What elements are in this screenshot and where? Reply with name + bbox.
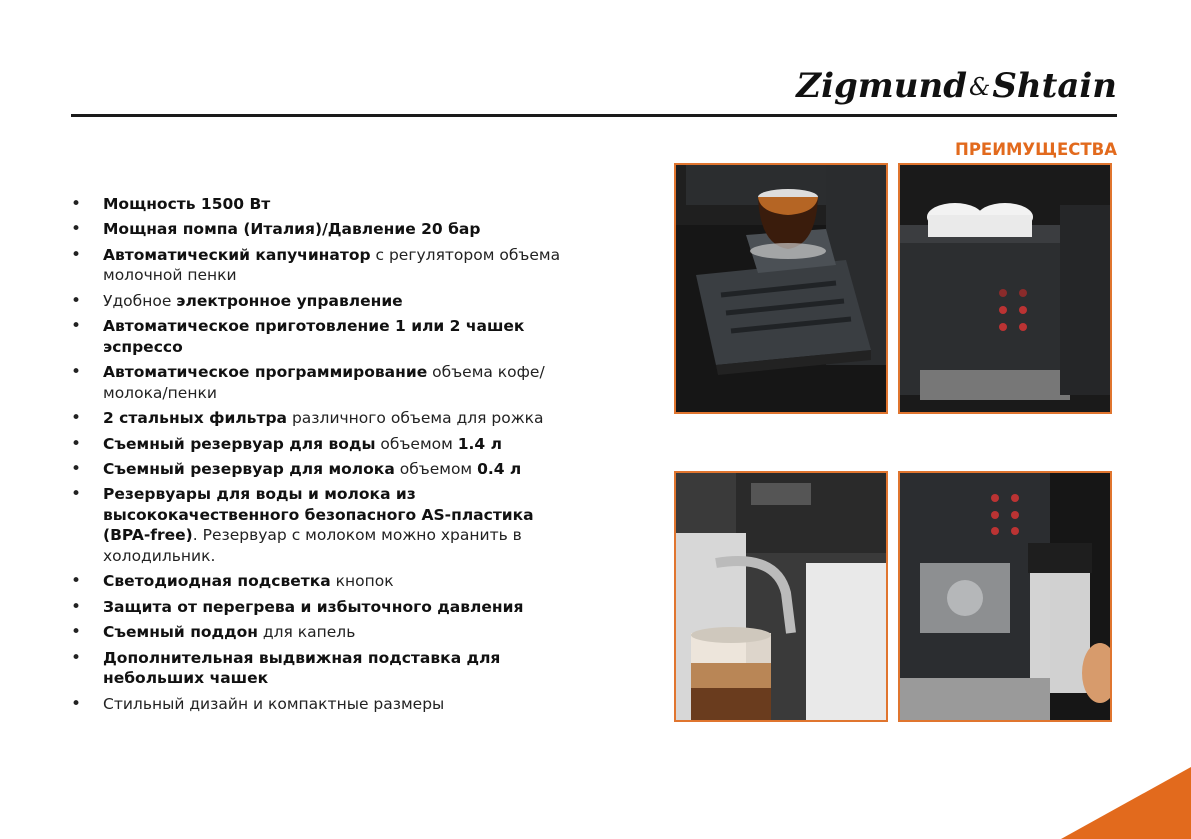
- header-rule: [71, 114, 1117, 117]
- logo-ampersand: &: [968, 73, 991, 101]
- feature-item: • Дополнительная выдвижная подставка для небольших чашек: [70, 648, 562, 689]
- photo-milk-container: [898, 471, 1112, 722]
- feature-list: [70, 194, 562, 719]
- logo-word-2: Shtain: [992, 66, 1117, 106]
- feature-item: • Съемный резервуар для воды объемом 1.4 л: [70, 434, 562, 455]
- feature-item: • Автоматическое приготовление 1 или 2 чашек эспрессо: [70, 316, 562, 357]
- photo-espresso-cup: [674, 163, 888, 414]
- logo-word-1: Zigmund: [796, 66, 967, 106]
- feature-item: • Защита от перегрева и избыточного давления: [70, 597, 562, 618]
- feature-item: • 2 стальных фильтра различного объема для рожка: [70, 408, 562, 429]
- feature-item: • Мощность 1500 Вт: [70, 194, 562, 215]
- feature-item: • Резервуары для воды и молока из высококачественного безопасного AS-пластика (BPA-free). Резервуар с молоком можно хранить в холодильник.: [70, 484, 562, 566]
- feature-item: • Светодиодная подсветка кнопок: [70, 571, 562, 592]
- photo-latte-steam: [674, 471, 888, 722]
- feature-item: • Съемный резервуар для молока объемом 0.4 л: [70, 459, 562, 480]
- section-title: ПРЕИМУЩЕСТВА: [955, 140, 1117, 159]
- feature-item: • Стильный дизайн и компактные размеры: [70, 694, 562, 715]
- feature-item: • Автоматический капучинатор с регулятором объема молочной пенки: [70, 245, 562, 286]
- feature-item: • Мощная помпа (Италия)/Давление 20 бар: [70, 219, 562, 240]
- feature-item: • Автоматическое программирование объема кофе/молока/пенки: [70, 362, 562, 403]
- corner-accent: [1061, 767, 1191, 839]
- brand-logo: [796, 64, 1117, 108]
- feature-item: • Удобное электронное управление: [70, 291, 562, 312]
- feature-item: • Съемный поддон для капель: [70, 622, 562, 643]
- photo-cups-top: [898, 163, 1112, 414]
